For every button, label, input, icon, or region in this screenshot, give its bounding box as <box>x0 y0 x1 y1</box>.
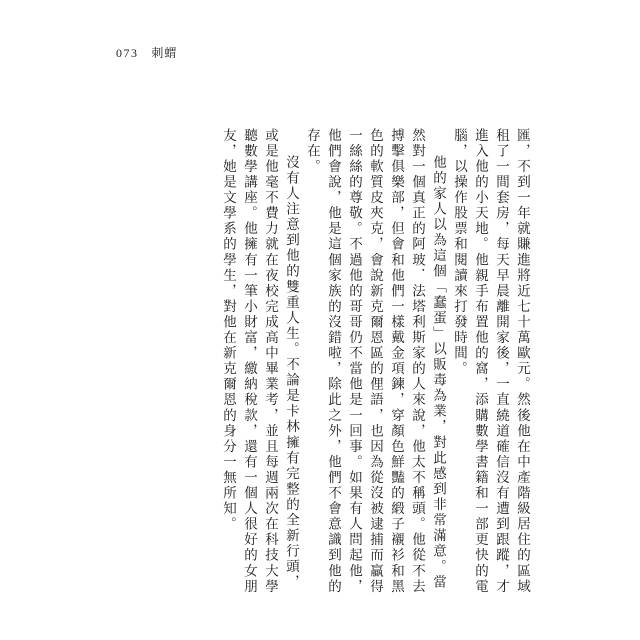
paragraph-2: 他的家人以為這個「蠢蛋」以販毒為業，對此感到非常滿意。當然對一個真正的阿玻．法塔利斯家的人來說，他太不稱頭。他從不去搏擊俱樂部，但會和他們一樣戴金項鍊，穿顏色鮮豔的緞子襯衫和黑色的軟質皮夾克，會說新克爾恩區的俚語，也因為從沒被逮捕而贏得一絲絲的尊敬。不過他的哥哥仍不當他是一回事。如果有人問起他，他們會說，他是這個家族的沒錯啦，除此之外，他們不會意識到他的存在。 <box>304 128 446 595</box>
page-number: 073 <box>116 46 139 60</box>
paragraph-1: 匯，不到一年就賺進將近七十萬歐元。然後他在中產階級居住的區域租了一間套房，每天早晨離開家後，一直繞道確信沒有遭到跟蹤，才進入他的小天地。他親手布置他的窩，添購數學書籍和一部更快的電腦，以操作股票和閱讀來打發時間。 <box>451 128 530 595</box>
chapter-title: 刺蝟 <box>151 46 178 60</box>
paragraph-3: 沒有人注意到他的雙重人生。不論是卡林擁有完整的全新行頭，或是他毫不費力就在夜校完成高中畢業考，並且每週兩次在科技大學聽數學講座。他擁有一筆小財富，繳納稅款，還有一個人很好的女朋友，她是文學系的學生，對他在新克爾恩的身分一無所知。 <box>220 128 299 595</box>
running-header <box>116 44 177 61</box>
vertical-body-text <box>160 128 532 598</box>
